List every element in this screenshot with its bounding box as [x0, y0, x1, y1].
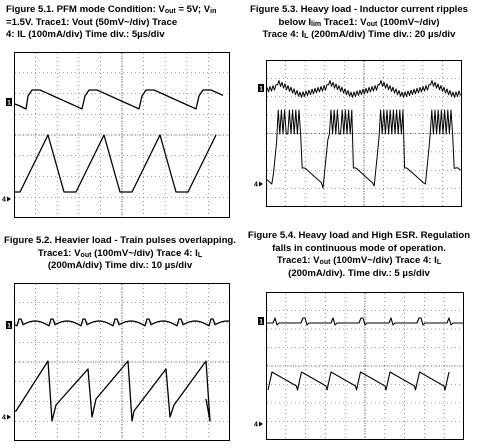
marker-label: 1	[7, 322, 11, 330]
caption-text: Figure 5.2. Heavier load - Train pulses overlapping.	[4, 235, 236, 246]
caption-line	[244, 230, 474, 243]
caption-line	[244, 268, 474, 281]
marker-arrow	[7, 197, 11, 202]
marker-arrow	[7, 415, 11, 420]
caption-subscript: in	[210, 8, 217, 15]
marker-label: 1	[259, 318, 263, 326]
caption-text: 4: IL (100mA/div) Time div.: 5µs/div	[6, 29, 165, 41]
trace1-marker	[6, 98, 12, 107]
caption-line	[2, 235, 238, 248]
caption-text: Trace1: V	[37, 247, 81, 259]
caption-line	[6, 17, 234, 30]
marker-label: 1	[259, 85, 263, 93]
figure-5-1-scope	[2, 52, 230, 218]
figure-5-2-caption	[2, 235, 238, 273]
marker-label: 1	[7, 99, 11, 107]
caption-text: = 5V; V	[175, 4, 211, 15]
figure-5-4-scope	[254, 292, 464, 440]
trace4-marker	[254, 182, 263, 189]
caption-text: (100mV~/div) Trace 4: I	[91, 247, 198, 259]
scope-graticule	[267, 293, 464, 440]
caption-line	[244, 255, 474, 268]
marker-arrow	[259, 182, 263, 187]
trace-vout	[15, 90, 223, 109]
caption-text: Trace 4: I	[262, 29, 305, 41]
caption-text: (100mV~/div)	[377, 16, 440, 28]
trace1-marker	[258, 84, 264, 93]
caption-line	[244, 29, 474, 42]
caption-text: Trace1: V	[276, 255, 320, 267]
trace4-marker	[2, 197, 11, 204]
caption-text: Figure 5.1. PFM mode Condition: V	[6, 4, 165, 15]
caption-subscript: out	[366, 20, 378, 28]
trace-il	[15, 361, 210, 421]
caption-text: below I	[278, 16, 312, 28]
marker-label: 4	[254, 421, 258, 429]
figure-5-2-scope	[2, 283, 230, 441]
caption-text: Trace1: V	[321, 16, 367, 28]
caption-line	[2, 248, 238, 261]
caption-subscript: L	[197, 251, 203, 259]
scope-graticule	[15, 53, 230, 218]
caption-text: (100mV~/div) Trace 4: I	[330, 255, 437, 267]
caption-subscript: out	[319, 259, 331, 267]
caption-text: Figure 5.4. Heavy load and High ESR. Regulation	[247, 230, 471, 241]
caption-subscript: L	[436, 259, 442, 267]
caption-text: falls in continuous mode of operation.	[272, 242, 446, 254]
caption-text: =1.5V. Trace1: Vout (50mV~/div) Trace	[6, 16, 178, 28]
caption-line	[244, 4, 474, 17]
caption-subscript: L	[304, 33, 309, 41]
trace-il	[15, 135, 216, 192]
caption-subscript: out	[164, 8, 176, 15]
caption-text: (200mA/div) Time div.: 20 µs/div	[308, 29, 456, 41]
marker-label: 4	[254, 181, 258, 189]
marker-label: 4	[2, 196, 6, 204]
figure-5-1-caption	[6, 4, 234, 42]
trace4-marker	[2, 415, 11, 422]
caption-text: (200mA/div) Time div.: 10 µs/div	[47, 260, 193, 272]
marker-arrow	[259, 422, 263, 427]
marker-label: 4	[2, 414, 6, 422]
trace1-marker	[6, 321, 12, 330]
caption-line	[244, 17, 474, 30]
caption-line	[6, 4, 234, 17]
caption-line	[2, 260, 238, 273]
caption-line	[244, 243, 474, 256]
figure-5-4-caption	[244, 230, 474, 280]
caption-subscript: out	[80, 251, 92, 259]
caption-subscript: lim	[311, 20, 322, 28]
figure-5-3-caption	[244, 4, 474, 42]
trace4-marker	[254, 422, 263, 429]
caption-line	[6, 29, 234, 42]
figure-5-3-scope	[254, 60, 462, 207]
caption-text: (200mA/div). Time div.: 5 µs/div	[288, 267, 430, 279]
caption-text: Figure 5.3. Heavy load - Inductor current ripples	[249, 4, 469, 15]
trace-il	[268, 372, 449, 390]
trace1-marker	[258, 317, 264, 326]
